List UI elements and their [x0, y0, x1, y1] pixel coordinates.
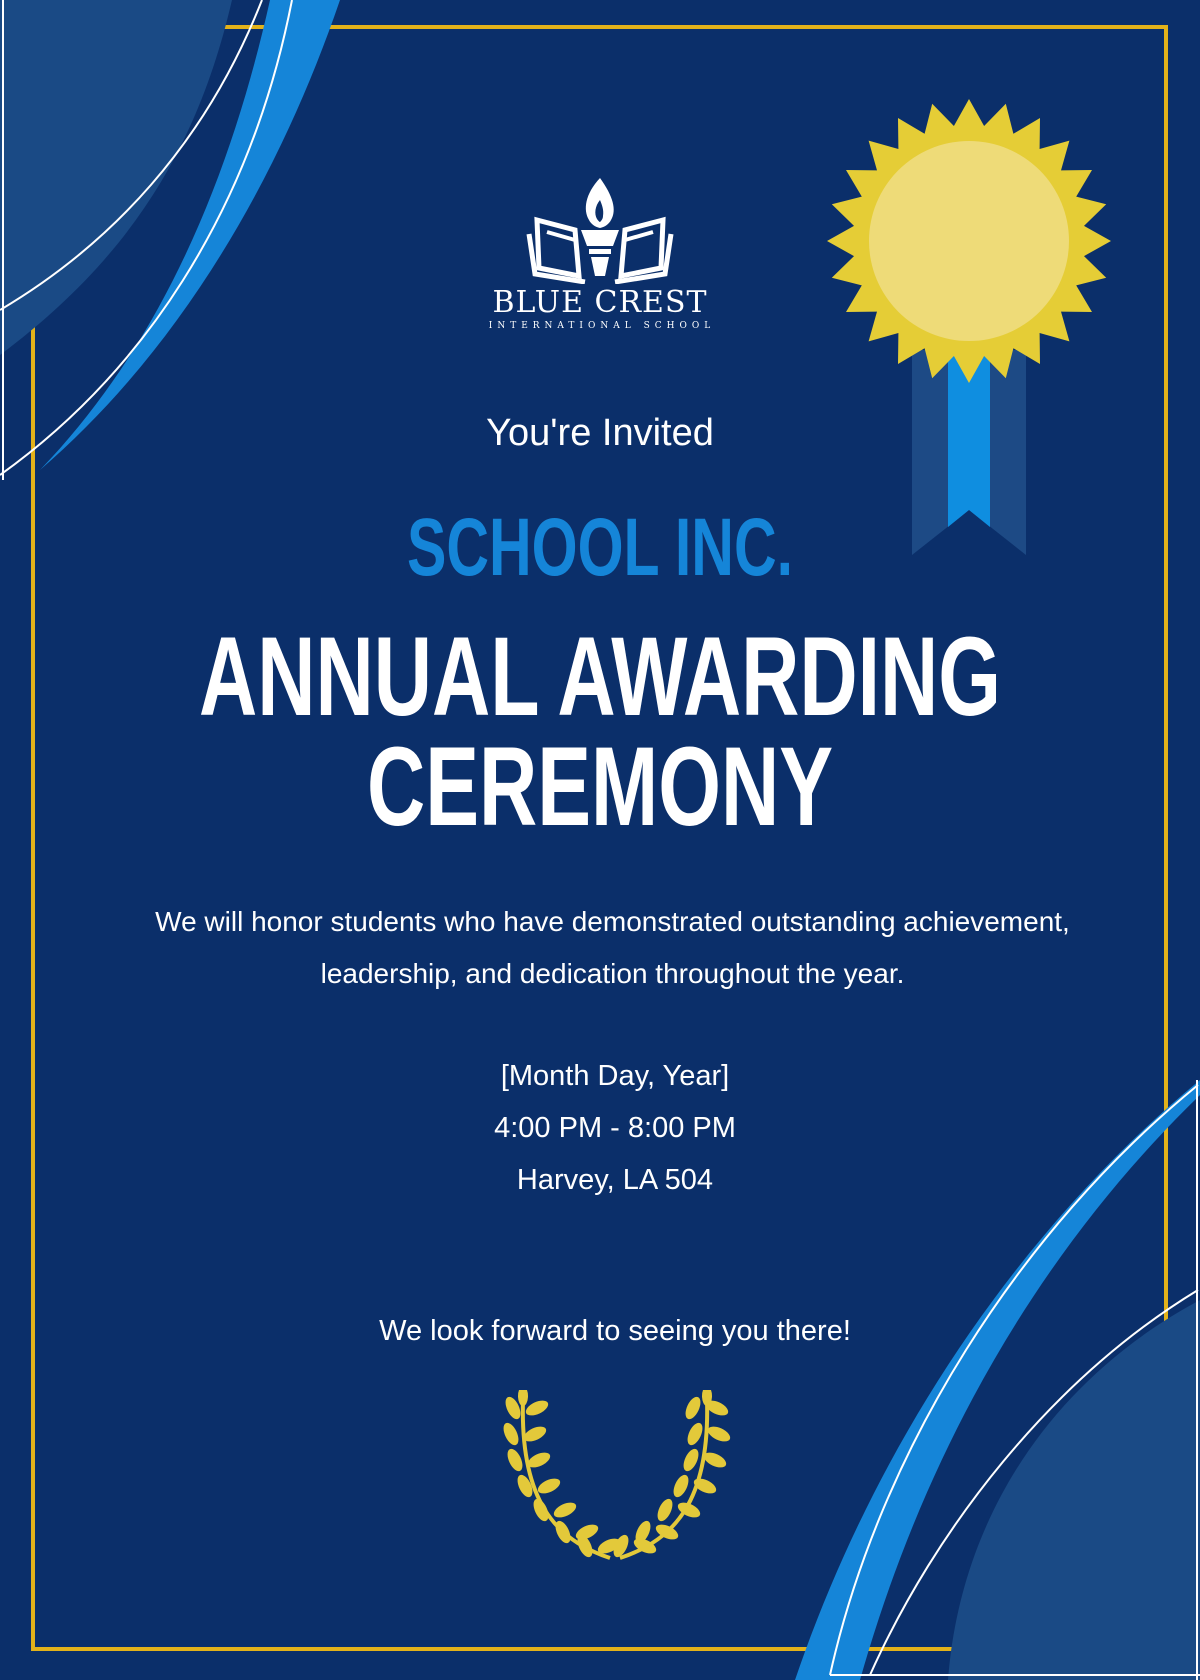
laurel-wreath-icon — [485, 1390, 745, 1570]
torch-book-icon — [525, 172, 675, 284]
event-title — [168, 614, 1032, 849]
event-location: Harvey, LA 504 — [516, 1164, 714, 1196]
greeting-text: You're Invited — [486, 412, 714, 454]
school-name: BLUE CREST — [492, 285, 708, 320]
event-title-line-2: CEREMONY — [367, 724, 833, 849]
award-seal-icon — [827, 99, 1111, 555]
school-logo — [480, 172, 720, 332]
event-title-line-1: ANNUAL AWARDING — [199, 614, 1001, 739]
description-line-2: leadership, and dedication throughout the year. — [320, 958, 905, 989]
event-date: [Month Day, Year] — [500, 1060, 730, 1092]
closing-message: We look forward to seeing you there! — [379, 1315, 851, 1347]
event-details — [0, 1050, 1200, 1206]
school-subtitle: INTERNATIONAL SCHOOL — [488, 321, 716, 331]
top-left-swoosh — [0, 0, 340, 480]
event-time: 4:00 PM - 8:00 PM — [494, 1112, 736, 1144]
organization-name: SCHOOL INC. — [407, 502, 793, 593]
event-description — [100, 896, 1125, 1000]
description-line-1: We will honor students who have demonstrated outstanding achievement, — [155, 906, 1070, 937]
